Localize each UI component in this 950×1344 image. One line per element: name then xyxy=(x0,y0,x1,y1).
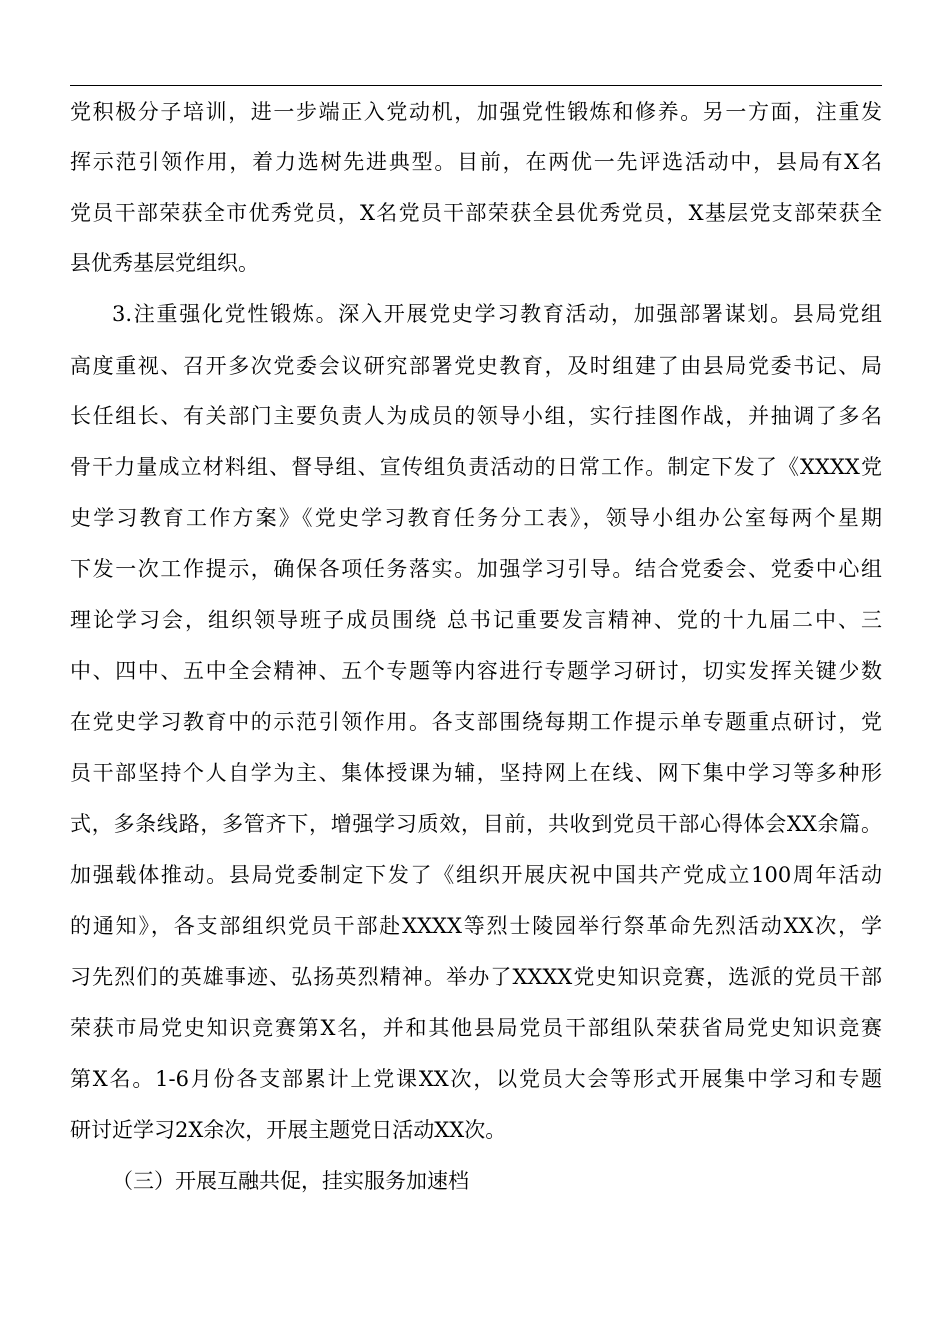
text-line: 理论学习会，组织领导班子成员围绕 总书记重要发言精神、党的十九届二中、三 xyxy=(70,608,882,632)
text-line: 在党史学习教育中的示范引领作用。各支部围绕每期工作提示单专题重点研讨，党 xyxy=(70,710,882,734)
text-line: 中、四中、五中全会精神、五个专题等内容进行专题学习研讨，切实发挥关键少数 xyxy=(70,659,882,683)
text-line: 骨干力量成立材料组、督导组、宣传组负责活动的日常工作。制定下发了《XXXX党 xyxy=(70,455,882,479)
text-line: 第X名。1-6月份各支部累计上党课XX次，以党员大会等形式开展集中学习和专题 xyxy=(70,1067,882,1091)
text-line: 加强载体推动。县局党委制定下发了《组织开展庆祝中国共产党成立100周年活动 xyxy=(70,863,882,887)
text-line: 荣获市局党史知识竞赛第X名，并和其他县局党员干部组队荣获省局党史知识竞赛 xyxy=(70,1016,882,1040)
text-line: 研讨近学习2X余次，开展主题党日活动XX次。 xyxy=(70,1118,507,1142)
text-line: 3.注重强化党性锻炼。深入开展党史学习教育活动，加强部署谋划。县局党组 xyxy=(112,302,882,326)
text-line: 习先烈们的英雄事迹、弘扬英烈精神。举办了XXXX党史知识竞赛，选派的党员干部 xyxy=(70,965,882,989)
text-line: 下发一次工作提示，确保各项任务落实。加强学习引导。结合党委会、党委中心组 xyxy=(70,557,882,581)
text-line: 挥示范引领作用，着力选树先进典型。目前，在两优一先评选活动中，县局有X名 xyxy=(70,150,882,174)
section-heading: （三）开展互融共促，挂实服务加速档 xyxy=(112,1169,469,1193)
header-rule xyxy=(70,85,882,86)
text-line: 的通知》，各支部组织党员干部赴XXXX等烈士陵园举行祭革命先烈活动XX次，学 xyxy=(70,914,882,938)
text-line: 党员干部荣获全市优秀党员，X名党员干部荣获全县优秀党员，X基层党支部荣获全 xyxy=(70,201,882,225)
text-line: 党积极分子培训，进一步端正入党动机，加强党性锻炼和修养。另一方面，注重发 xyxy=(70,100,882,124)
text-line: 长任组长、有关部门主要负责人为成员的领导小组，实行挂图作战，并抽调了多名 xyxy=(70,404,882,428)
text-line: 式，多条线路，多管齐下，增强学习质效，目前，共收到党员干部心得体会XX余篇。 xyxy=(70,812,882,836)
text-line: 员干部坚持个人自学为主、集体授课为辅，坚持网上在线、网下集中学习等多种形 xyxy=(70,761,882,785)
text-line: 高度重视、召开多次党委会议研究部署党史教育，及时组建了由县局党委书记、局 xyxy=(70,354,882,378)
text-line: 县优秀基层党组织。 xyxy=(70,251,259,275)
text-line: 史学习教育工作方案》《党史学习教育任务分工表》，领导小组办公室每两个星期 xyxy=(70,506,882,530)
